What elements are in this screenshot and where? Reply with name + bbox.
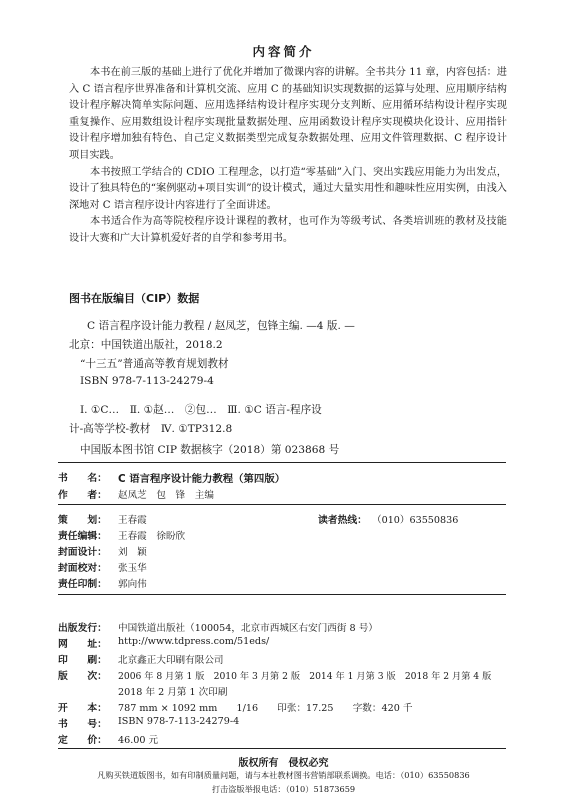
print-supervisor-value: 郭向伟 — [118, 579, 147, 590]
cover-proof-value: 张玉华 — [118, 563, 147, 574]
intro-title: 内容简介 — [252, 44, 315, 59]
price-label: 定 价： — [58, 735, 107, 746]
cip-series: “十三五”普通高等教育规划教材 — [80, 358, 229, 370]
planning-label: 策 划： — [58, 515, 107, 526]
author-value: 赵凤芝 包 锋 主编 — [118, 490, 214, 501]
website-value: http://www.tdpress.com/51eds/ — [118, 636, 270, 647]
hotline-label: 读者热线： — [318, 515, 367, 526]
cover-design-label: 封面设计： — [58, 547, 107, 558]
intro-paragraph: 本书在前三版的基础上进行了优化并增加了微课内容的讲解。全书共分 11 章，内容包括：进入 C 语言程序世界准备和计算机交流、应用 C 的基础知识实现数据的运算与处理、应用顺序结构设计程序解决简单实际问题、应用选择结构设计程序实现分支判断、应用循环结构设计程序实现重复操作、应用数组设计程序实现批量数据处理、应用函数设计程序实现模块化设计、应用指针设计程序增加独有特色、自己定义数据类型完成复杂数据处理、应用文件管理数据、C 程序设计项目实践。 — [69, 67, 507, 161]
editor-value: 王春霞 徐盼欣 — [118, 531, 186, 542]
edition-value: 2006 年 8 月第 1 版 2010 年 3 月第 2 版 2014 年 1 月第 3 版 2018 年 2 月第 4 版 — [118, 671, 492, 682]
printer-label: 印 刷： — [58, 655, 107, 666]
cip-heading: 图书在版编目（CIP）数据 — [69, 292, 200, 305]
editor-label: 责任编辑： — [58, 531, 107, 542]
intro-paragraph: 本书按照工学结合的 CDIO 工程理念，以打造“零基础”入门、突出实践应用能力为出发点，设计了独具特色的“案例驱动+项目实训”的设计模式，通过大量实用性和趣味性应用实例，由浅入深地对 C 语言程序设计内容进行了全面讲述。 — [69, 166, 507, 211]
edition-label: 版 次： — [58, 671, 107, 682]
book-title-label: 书 名： — [58, 473, 107, 484]
cip-entry-line: 北京：中国铁道出版社，2018.2 — [69, 339, 223, 351]
book-title-value: C 语言程序设计能力教程（第四版） — [118, 473, 286, 485]
edition-value: 2018 年 2 月第 1 次印刷 — [118, 687, 228, 698]
rights-notice: 版权所有 侵权必究 — [238, 758, 329, 769]
divider — [58, 594, 506, 595]
format-label: 开 本： — [58, 703, 107, 714]
cip-number: 中国版本图书馆 CIP 数据核字（2018）第 023868 号 — [80, 444, 340, 456]
cover-proof-label: 封面校对： — [58, 563, 107, 574]
divider — [58, 504, 506, 505]
planning-value: 王春霞 — [118, 515, 147, 526]
publisher-label: 出版发行： — [58, 623, 107, 634]
printer-value: 北京鑫正大印刷有限公司 — [118, 655, 224, 666]
cip-classification: 计-高等学校-教材 Ⅳ. ①TP312.8 — [69, 423, 233, 435]
website-label: 网 址： — [58, 639, 107, 650]
cip-isbn: ISBN 978-7-113-24279-4 — [80, 375, 214, 387]
divider — [58, 462, 506, 463]
format-value: 787 mm × 1092 mm 1/16 印张：17.25 字数：420 千 — [118, 703, 413, 714]
service-notice: 凡购买铁道版图书，如有印制质量问题，请与本社教材图书营销部联系调换。电话：（010）63550836 — [97, 770, 470, 780]
author-label: 作 者： — [58, 490, 107, 501]
publisher-value: 中国铁道出版社（100054，北京市西城区右安门西街 8 号） — [118, 623, 378, 634]
price-value: 46.00 元 — [118, 735, 159, 746]
piracy-hotline: 打击盗版举报电话：（010）51873659 — [211, 784, 356, 794]
intro-body — [69, 65, 507, 248]
print-supervisor-label: 责任印制： — [58, 579, 107, 590]
cover-design-value: 刘 颖 — [118, 547, 147, 558]
cip-classification: Ⅰ. ①C… Ⅱ. ①赵… ②包… Ⅲ. ①C 语言-程序设 — [80, 404, 322, 416]
intro-paragraph: 本书适合作为高等院校程序设计课程的教材，也可作为等级考试、各类培训班的教材及技能设计大赛和广大计算机爱好者的自学和参考用书。 — [69, 216, 507, 244]
book-number-label: 书 号： — [58, 719, 107, 730]
book-number-value: ISBN 978-7-113-24279-4 — [118, 716, 240, 727]
cip-entry-line: C 语言程序设计能力教程 / 赵凤芝，包锋主编. —4 版. — — [87, 320, 355, 332]
divider — [58, 748, 506, 749]
hotline-value: （010）63550836 — [372, 515, 459, 526]
